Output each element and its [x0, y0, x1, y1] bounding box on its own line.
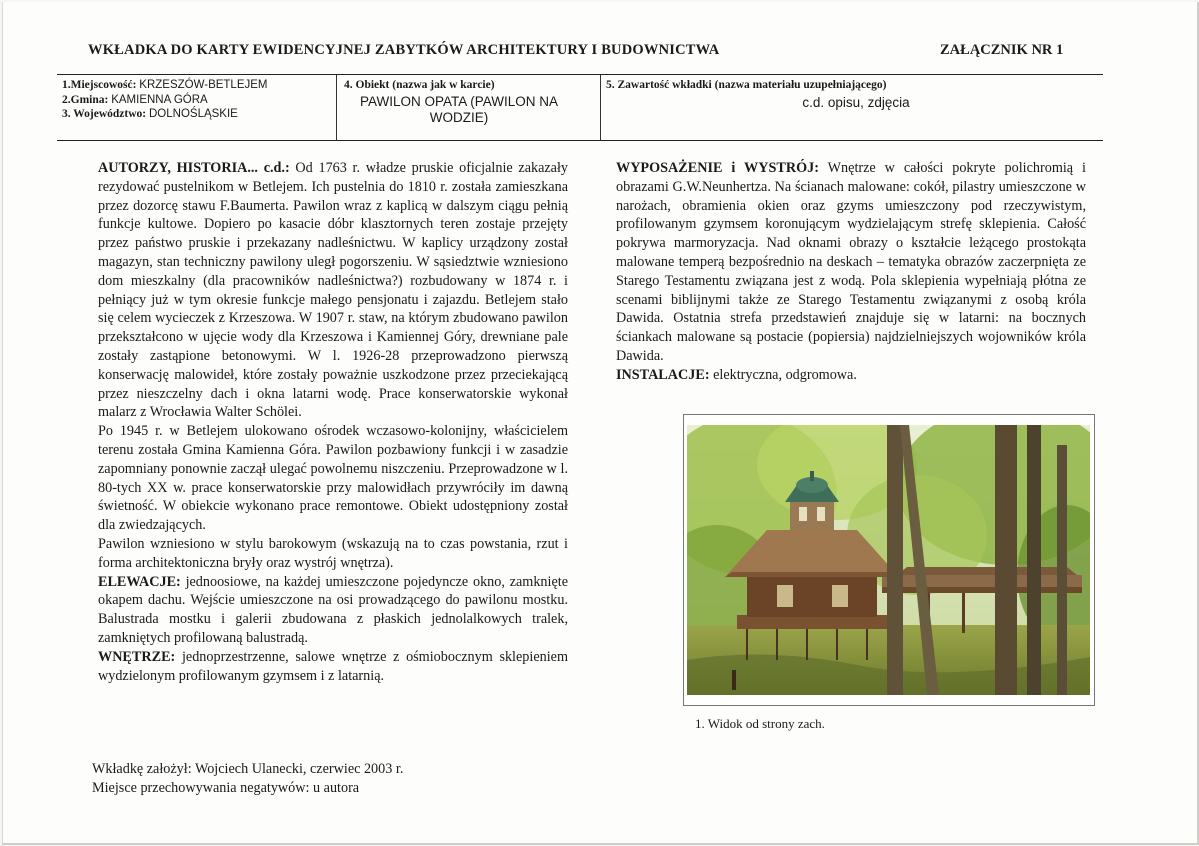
annex-number: ZAŁĄCZNIK NR 1: [940, 42, 1064, 58]
interior-paragraph: WNĘTRZE: jednoprzestrzenne, salowe wnętrze z ośmiobocznym sklepieniem wydzielonym profilowanym gzymsem i z latarnią.: [98, 648, 569, 684]
founded-by: Wkładkę założył: Wojciech Ulanecki, czerwiec 2003 r.: [92, 761, 404, 777]
location-block: [62, 78, 332, 122]
meta-divider-1: [336, 75, 337, 140]
commune-value: KAMIENNA GÓRA: [111, 93, 208, 106]
post-war-paragraph: Po 1945 r. w Betlejem ulokowano ośrodek wczasowo-kolonijny, właścicielem terenu została Gmina Kamienna Góra. Pawilon pozbawiony funkcji i w zasadzie zapomniany ponownie zaczął ulegać powolnemu niszczeniu. Przeprowadzone w l. 80-tych XX w. prace konserwatorskie przy malowidłach przywróciły im dawną świetność. W obiekcie wykonano prace remontowe. Obiekt udostępniony został dla zwiedzających.: [98, 423, 568, 534]
locality-value: KRZESZÓW-BETLEJEM: [139, 79, 268, 91]
left-text-column: [98, 159, 568, 685]
photo-caption: 1. Widok od strony zach.: [695, 716, 825, 731]
content-value: c.d. opisu, zdjęcia: [802, 94, 910, 110]
history-heading: AUTORZY, HISTORIA... c.d.:: [98, 160, 290, 176]
voivodeship-line: 3. Województwo: DOLNOŚLĄSKIE: [62, 108, 238, 120]
pavilion-photo: [683, 414, 1095, 706]
object-name: PAWILON OPATA (PAWILON NA WODZIE): [359, 93, 559, 125]
history-paragraph: AUTORZY, HISTORIA... c.d.: Od 1763 r. władze pruskie oficjalnie zakazały rezydować pustelnikom w Betlejem. Ich pustelnia do 1810 r. została zamieszkana przez dozorcę stawu F.Baumerta. Pawilon wraz z kaplicą w dalszym ciągu pełnią funkcje kultowe. Dopiero po kasacie dóbr klasztornych teren zostaje przejęty przez państwo pruskie i przekazany nadleśnictwu. W kaplicy urządzony został magazyn, stan techniczny pawilony uległ pogorszeniu. W sąsiedztwie wzniesiono dom mieszkalny (dla pracowników nadleśnictwa?) rozbudowany w 1874 r. i pełniący już w tym okresie funkcje małego pensjonatu i zajazdu. Betlejem stało się celem wycieczek z Krzeszowa. W 1907 r. staw, na którym zbudowano pawilon przekształcono w ujęcie wody dla Krzeszowa i Kamiennej Góry, drewniane pale zostały zastąpione betonowymi. W l. 1926-28 przeprowadzono pierwszą konserwację malowideł, które zostały poważnie uszkodzone przez przeciekającą przez nieszczelny dach i okna latarni wodę. Prace konserwatorskie wykonał malarz z Wrocławia Walter Schölei.: [98, 160, 569, 421]
furnishing-heading: WYPOSAŻENIE i WYSTRÓJ:: [616, 160, 819, 176]
document-title: WKŁADKA DO KARTY EWIDENCYJNEJ ZABYTKÓW ARCHITEKTURY I BUDOWNICTWA: [88, 42, 720, 58]
content-label: 5. Zawartość wkładki (nazwa materiału uzupełniającego): [606, 79, 887, 91]
right-text-column: [616, 159, 1086, 385]
meta-divider-2: [600, 75, 601, 140]
header-rule-bottom: [57, 140, 1103, 141]
installations-heading: INSTALACJE:: [616, 366, 710, 383]
elevations-paragraph: ELEWACJE: jednoosiowe, na każdej umieszczone pojedyncze okno, zamknięte okapem dachu. Wejście umieszczone na osi prowadzącego do pawilonu mostku. Balustrada mostku i galerii zbudowana z płaskich jednolalkowych tralek, zamkniętych profilowaną balustradą.: [98, 573, 568, 646]
style-paragraph: Pawilon wzniesiono w stylu barokowym (wskazują na to czas powstania, rzut i forma architektoniczna bryły oraz wystrój wnętrza).: [98, 535, 568, 571]
pavilion-photo-illustration: [687, 425, 1090, 695]
object-block: [344, 78, 594, 126]
installations-paragraph: INSTALACJE: elektryczna, odgromowa.: [616, 366, 857, 383]
voivodeship-value: DOLNOŚLĄSKIE: [149, 108, 238, 120]
interior-heading: WNĘTRZE:: [98, 648, 176, 665]
document-footer: [92, 760, 403, 798]
elevations-heading: ELEWACJE:: [98, 573, 181, 590]
locality-line: 1.Miejscowość: KRZESZÓW-BETLEJEM: [62, 79, 268, 91]
furnishing-paragraph: WYPOSAŻENIE i WYSTRÓJ: Wnętrze w całości pokryte polichromią i obrazami G.W.Neunhertza. Na ścianach malowane: cokół, pilastry umieszczone w narożach, obramienia okien oraz gzyms umieszczony pod rzeczywistym, profilowanym gzymsem koronującym wydzielającym strefę sklepienia. Całość pokrywa marmoryzacja. Nad oknami obrazy o kształcie leżącego prostokąta malowane temperą bezpośrednio na deskach – tematyka obrazów zaczerpnięta ze Starego Testamentu związana jest z wodą. Pola sklepienia wypełniają płótna ze scenami biblijnymi także ze Starego Testamentu związanymi z osobą króla Dawida. Ostatnia strefa przedstawień znajduje się w latarni: na bocznych ściankach malowane są postacie (popiersia) najdzielniejszych wojowników króla Dawida.: [616, 160, 1087, 364]
negatives-location: Miejsce przechowywania negatywów: u autora: [92, 780, 360, 796]
header-rule-top: [57, 74, 1103, 75]
commune-line: 2.Gmina: KAMIENNA GÓRA: [62, 93, 208, 106]
object-label: 4. Obiekt (nazwa jak w karcie): [344, 79, 495, 91]
content-block: [606, 78, 1101, 110]
